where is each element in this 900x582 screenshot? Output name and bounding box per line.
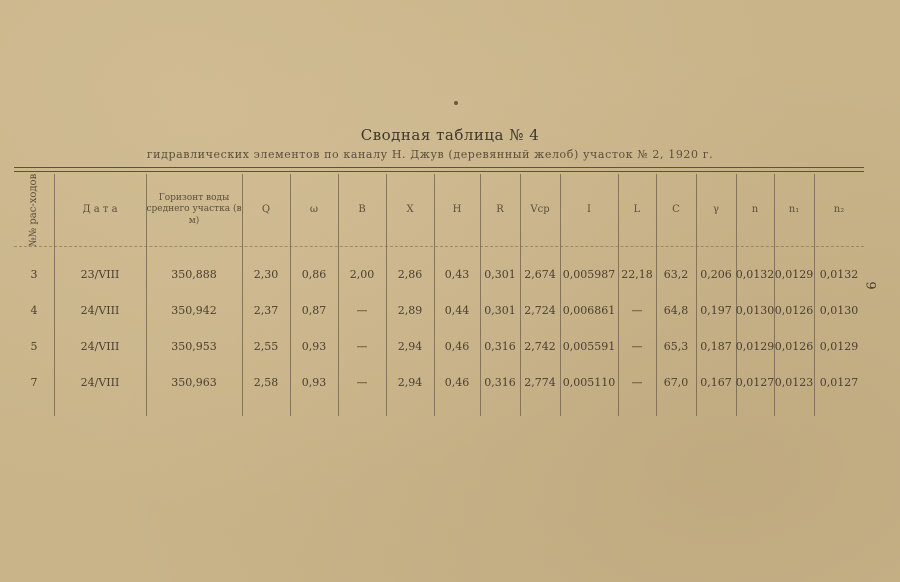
table-cell: 7 [30,375,38,389]
column-header: B [358,203,366,215]
column-header: №№ рас-ходов [27,173,39,247]
table-cell: 0,46 [444,339,470,353]
table-cell: 24/VIII [80,339,120,353]
table-cell: 23/VIII [80,267,120,281]
table-cell: 0,0123 [774,375,814,389]
table-cell: 24/VIII [80,303,120,317]
table-cell: 0,93 [301,375,327,389]
table-cell: 0,006861 [562,303,616,317]
table-cell: 0,316 [484,339,516,353]
table-cell: 0,0130 [735,303,775,317]
table-cell: 0,0130 [819,303,859,317]
column-header: n [751,203,759,215]
table-cell: — [356,303,368,317]
table-cell: 5 [30,339,38,353]
table-cell: 0,43 [444,267,470,281]
column-header: Д а т а [82,203,118,215]
table-cell: 2,94 [397,375,423,389]
table-cell: 65,3 [663,339,689,353]
table-cell: 0,86 [301,267,327,281]
table-cell: 0,005110 [562,375,616,389]
table-cell: 350,888 [171,267,217,281]
page-number: 9 [862,281,878,290]
table-cell: — [631,303,643,317]
table-cell: 2,774 [524,375,556,389]
table-cell: 2,55 [253,339,279,353]
top-rule-2 [14,171,864,172]
column-header: Горизонт воды среднего участка (в м) [146,193,242,226]
table-cell: 0,0129 [819,339,859,353]
ink-speck [454,101,458,105]
table-cell: 2,742 [524,339,556,353]
table-cell: 0,93 [301,339,327,353]
table-cell: 0,0129 [735,339,775,353]
table-cell: 2,30 [253,267,279,281]
table-cell: 0,0127 [819,375,859,389]
table-cell: 2,724 [524,303,556,317]
table-cell: 0,005987 [562,267,616,281]
table-cell: 0,0132 [735,267,775,281]
table-cell: 0,0126 [774,339,814,353]
column-header: C [672,203,680,215]
table-cell: — [356,339,368,353]
column-header: n₂ [833,203,845,215]
table-cell: 2,00 [349,267,375,281]
table-cell: 0,0132 [819,267,859,281]
page-subtitle: гидравлических элементов по каналу Н. Джув (деревянный желоб) участок № 2, 1920 г. [146,148,714,161]
table-cell: — [631,339,643,353]
column-header: Vср [530,203,550,215]
column-header: I [587,203,591,215]
column-header: Q [261,203,271,215]
table-cell: 350,953 [171,339,217,353]
table-cell: 0,167 [700,375,732,389]
table-cell: 0,197 [700,303,732,317]
table-cell: 0,301 [484,303,516,317]
column-header: L [633,203,641,215]
table-cell: 64,8 [663,303,689,317]
table-cell: 22,18 [621,267,653,281]
column-header: ω [309,203,319,215]
column-header: H [452,203,462,215]
table-cell: 24/VIII [80,375,120,389]
table-cell: 2,37 [253,303,279,317]
table-cell: 2,94 [397,339,423,353]
table-cell: 2,86 [397,267,423,281]
table-cell: 0,187 [700,339,732,353]
column-header: γ [713,203,719,215]
table-cell: 350,963 [171,375,217,389]
column-header: R [496,203,504,215]
table-cell: 2,674 [524,267,556,281]
table-cell: 350,942 [171,303,217,317]
table-cell: 0,44 [444,303,470,317]
table-cell: 0,301 [484,267,516,281]
table-cell: 4 [30,303,38,317]
column-header: Χ [406,203,414,215]
table-cell: 3 [30,267,38,281]
table-cell: 0,0129 [774,267,814,281]
page-title: Сводная таблица № 4 [360,126,540,144]
table-cell: 0,0126 [774,303,814,317]
table-cell: — [631,375,643,389]
table-cell: 63,2 [663,267,689,281]
summary-table [14,174,864,416]
table-cell: 67,0 [663,375,689,389]
top-rule-1 [14,167,864,168]
table-cell: — [356,375,368,389]
table-cell: 0,87 [301,303,327,317]
table-cell: 2,58 [253,375,279,389]
table-cell: 0,0127 [735,375,775,389]
table-cell: 0,005591 [562,339,616,353]
table-cell: 0,46 [444,375,470,389]
table-cell: 0,206 [700,267,732,281]
table-cell: 0,316 [484,375,516,389]
column-header: n₁ [788,203,800,215]
table-cell: 2,89 [397,303,423,317]
